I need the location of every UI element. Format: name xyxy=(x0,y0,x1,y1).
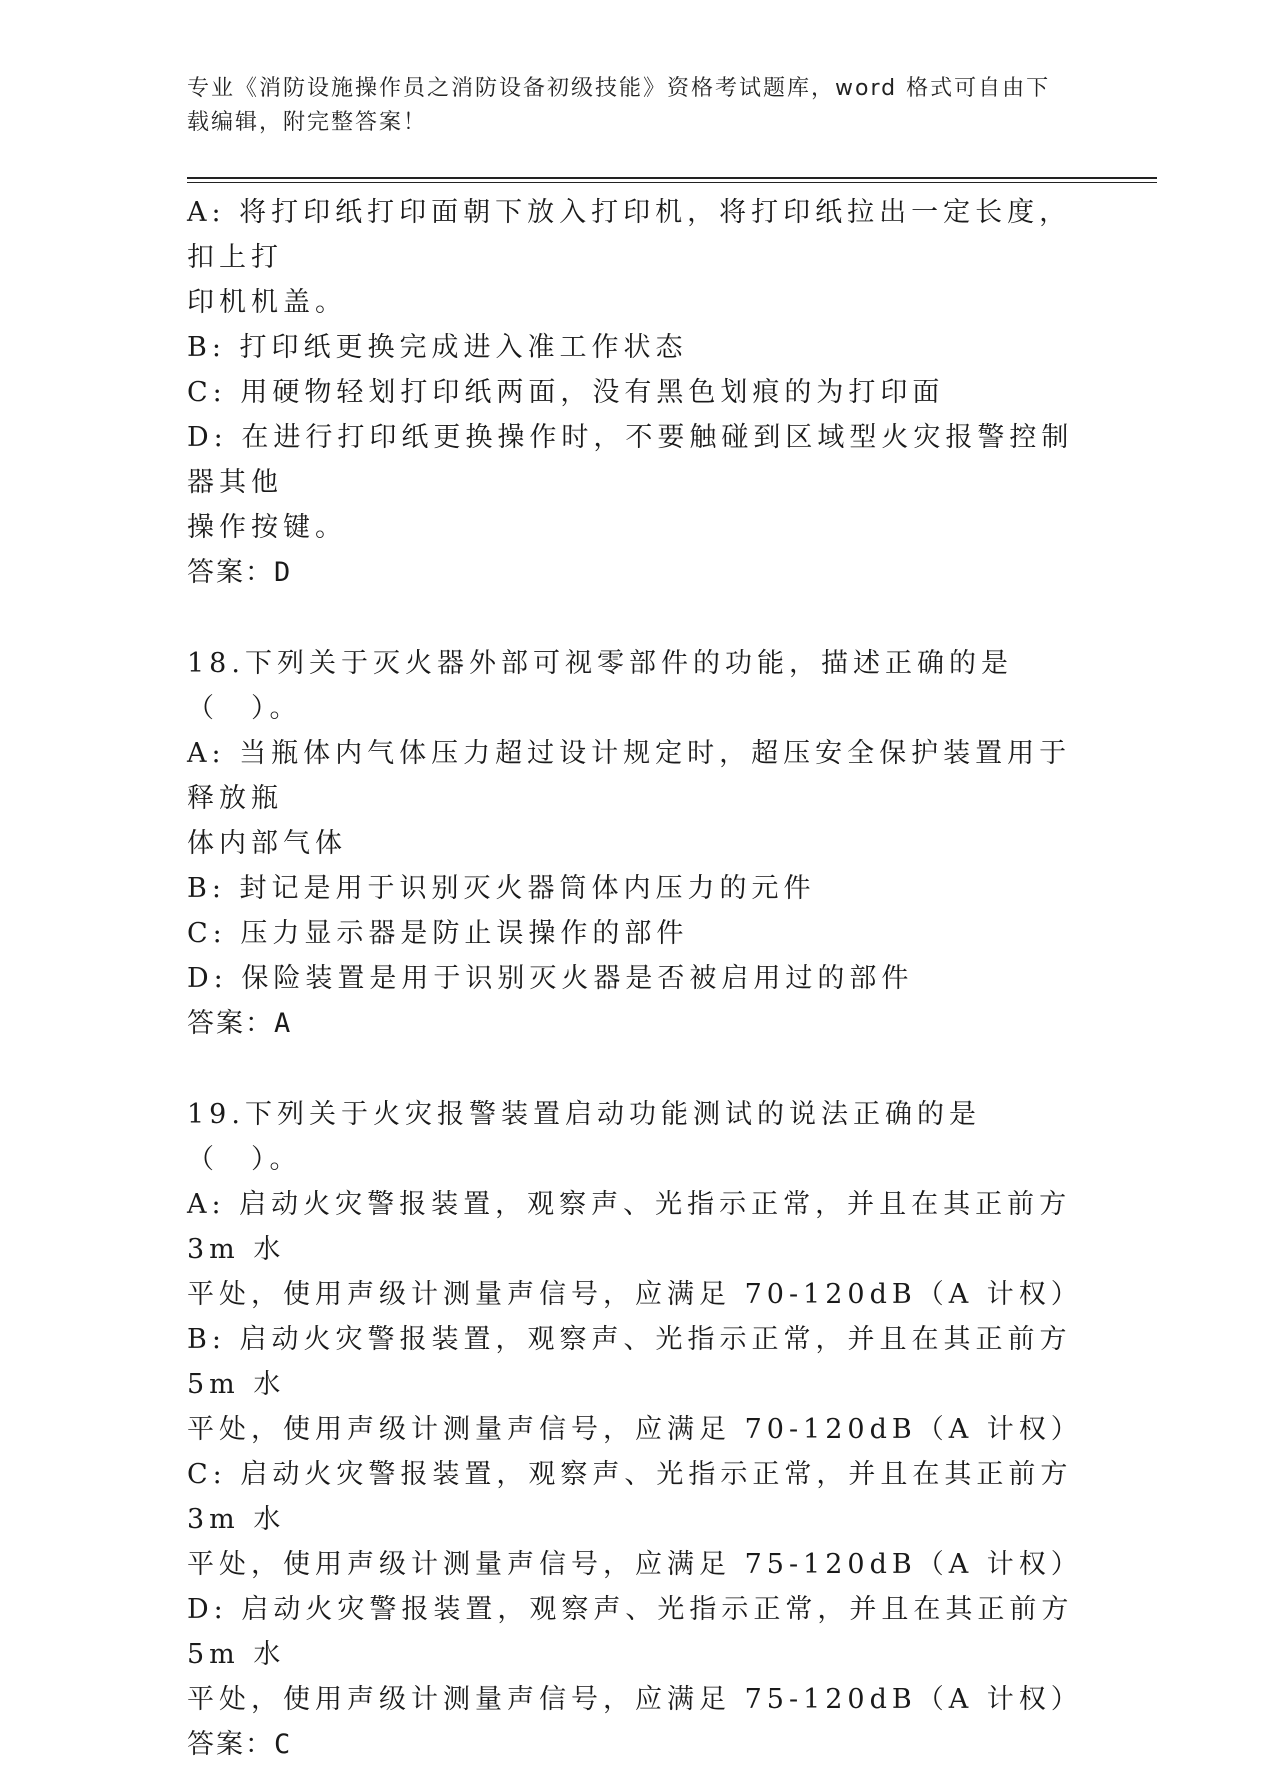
question-18 xyxy=(187,641,1087,1046)
option-c-line-2: 平处，使用声级计测量声信号，应满足 75-120dB（A 计权） xyxy=(187,1549,1083,1580)
question-body xyxy=(187,190,1087,1767)
header-rule-thin xyxy=(187,182,1157,183)
option-d-line-2: 操作按键。 xyxy=(187,512,347,543)
question-stem: 18.下列关于灭火器外部可视零部件的功能，描述正确的是（ ）。 xyxy=(187,648,1013,724)
option-a-line-1: A: 将打印纸打印面朝下放入打印机，将打印纸拉出一定长度，扣上打 xyxy=(187,197,1072,273)
option-c: C: 压力显示器是防止误操作的部件 xyxy=(187,918,689,949)
question-19 xyxy=(187,1092,1087,1767)
option-a-line-2: 印机机盖。 xyxy=(187,287,347,318)
answer-label: 答案： xyxy=(187,557,274,588)
option-b: B: 封记是用于识别灭火器筒体内压力的元件 xyxy=(187,873,816,904)
option-c: C: 用硬物轻划打印纸两面，没有黑色划痕的为打印面 xyxy=(187,377,945,408)
answer-label: 答案： xyxy=(187,1729,274,1760)
header-line-2: 载编辑，附完整答案！ xyxy=(187,110,428,135)
answer-value: D xyxy=(274,557,293,588)
answer-value: A xyxy=(274,1008,293,1039)
header-line-1: 专业《消防设施操作员之消防设备初级技能》资格考试题库，word 格式可自由下 xyxy=(187,76,1051,101)
option-d-line-1: D: 在进行打印纸更换操作时，不要触碰到区域型火灾报警控制器其他 xyxy=(187,422,1074,498)
question-stem: 19.下列关于火灾报警装置启动功能测试的说法正确的是（ ）。 xyxy=(187,1099,981,1175)
option-c-line-1: C: 启动火灾警报装置，观察声、光指示正常，并且在其正前方 3m 水 xyxy=(187,1459,1073,1535)
answer-label: 答案： xyxy=(187,1008,274,1039)
option-d: D: 保险装置是用于识别灭火器是否被启用过的部件 xyxy=(187,963,914,994)
option-b-line-1: B: 启动火灾警报装置，观察声、光指示正常，并且在其正前方 5m 水 xyxy=(187,1324,1072,1400)
answer xyxy=(187,1722,1087,1767)
option-a-line-1: A: 启动火灾警报装置，观察声、光指示正常，并且在其正前方 3m 水 xyxy=(187,1189,1072,1265)
document-header xyxy=(187,72,1067,140)
answer xyxy=(187,550,1087,595)
option-a-line-2: 体内部气体 xyxy=(187,828,347,859)
question-17 xyxy=(187,190,1087,595)
option-b-line-2: 平处，使用声级计测量声信号，应满足 70-120dB（A 计权） xyxy=(187,1414,1083,1445)
header-rule-thick xyxy=(187,177,1157,179)
option-d-line-2: 平处，使用声级计测量声信号，应满足 75-120dB（A 计权） xyxy=(187,1684,1083,1715)
answer-value: C xyxy=(274,1729,293,1760)
option-a-line-2: 平处，使用声级计测量声信号，应满足 70-120dB（A 计权） xyxy=(187,1279,1083,1310)
option-b: B: 打印纸更换完成进入准工作状态 xyxy=(187,332,688,363)
option-a-line-1: A: 当瓶体内气体压力超过设计规定时，超压安全保护装置用于释放瓶 xyxy=(187,738,1072,814)
answer xyxy=(187,1001,1087,1046)
option-d-line-1: D: 启动火灾警报装置，观察声、光指示正常，并且在其正前方 5m 水 xyxy=(187,1594,1074,1670)
